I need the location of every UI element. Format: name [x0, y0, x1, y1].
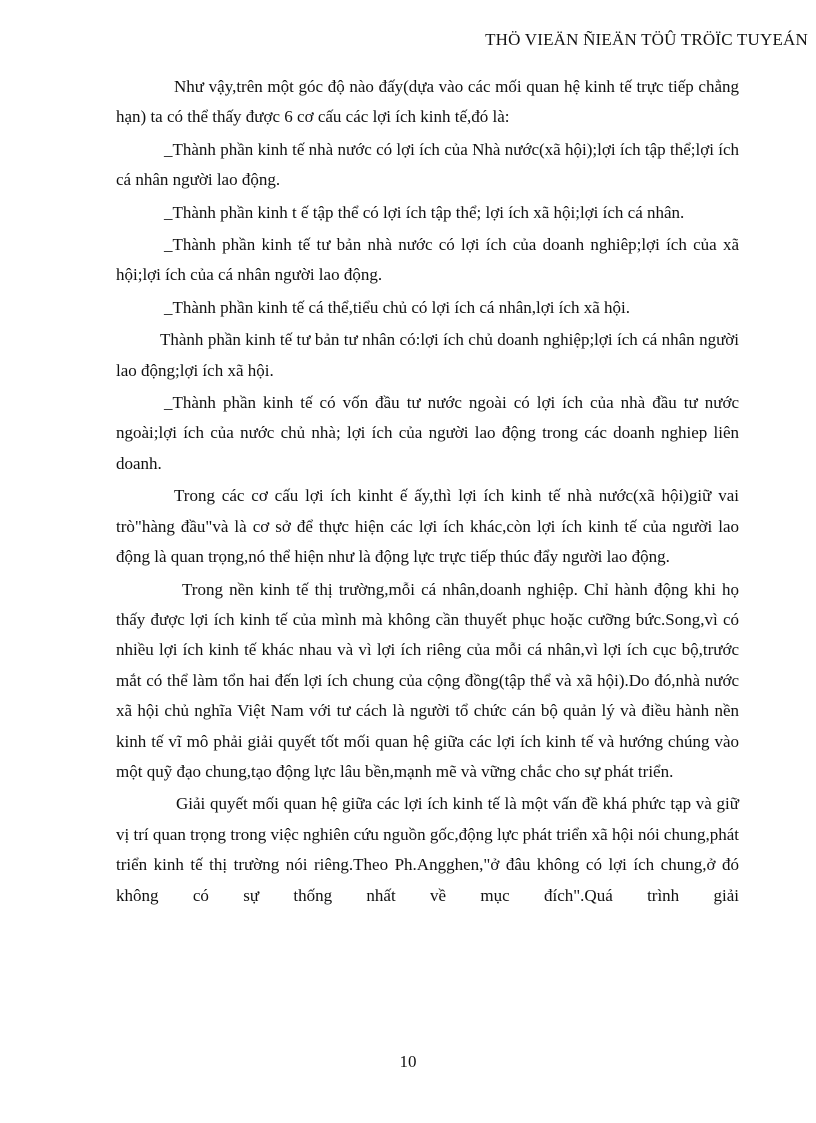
page-number: 10 — [399, 1052, 417, 1071]
paragraph-structure-roles: Trong các cơ cấu lợi ích kinht ế ấy,thì lợi ích kinh tế nhà nước(xã hội)giữ vai trò"hàng đầu"và là cơ sở để thực hiện các lợi ích khác,còn lợi ích kinh tế của người lao động là quan trọng,nó thể hiện như là động lực trực tiếp thúc đẩy người lao động. — [116, 486, 739, 567]
paragraph-individual-sector: _Thành phần kinh tế cá thể,tiểu chủ có lợi ích cá nhân,lợi ích xã hội. — [164, 297, 630, 317]
paragraph-state-capitalism: _Thành phần kinh tế tư bản nhà nước có lợi ích của doanh nghiêp;lợi ích của xã hội;lợi ích của cá nhân người lao động. — [116, 235, 739, 285]
paragraph-market-economy: Trong nền kinh tế thị trường,mỗi cá nhân,doanh nghiệp. Chỉ hành động khi họ thấy được lợi ích kinh tế của mình mà không cần thuyết phục hoặc cưỡng bức.Song,vì có nhiều lợi ích kinh tế khác nhau và vì lợi ích riêng của mỗi cá nhân,vì lợi ích cục bộ,trước mắt có thể làm tổn hai đến lợi ích chung của cộng đồng(tập thể và xã hội).Do đó,nhà nước xã hội chủ nghĩa Việt Nam với tư cách là người tổ chức cán bộ quản lý và điều hành nền kinh tế vĩ mô phải giải quyết tốt mối quan hệ giữa các lợi ích kinh tế và hướng chúng vào một quỹ đạo chung,tạo động lực lâu bền,mạnh mẽ và vững chắc cho sự phát triển. — [116, 579, 739, 781]
paragraph-intro: Như vậy,trên một góc độ nào đấy(dựa vào các mối quan hệ kinh tế trực tiếp chẳng hạn) ta có thể thấy được 6 cơ cấu các lợi ích kinh tế,đó là: — [116, 77, 739, 127]
document-body — [116, 72, 739, 913]
paragraph-foreign-investment: _Thành phần kinh tế có vốn đầu tư nước ngoài có lợi ích của nhà đầu tư nước ngoài;lợi ích của nước chủ nhà; lợi ích của người lao động trong các doanh nghiep liên doanh. — [116, 393, 739, 473]
page-header: THÖ VIEÄN ÑIEÄN TÖÛ TRÖÏC TUYEÁN — [485, 30, 808, 49]
paragraph-collective-sector: _Thành phần kinh t ế tập thể có lợi ích tập thể; lợi ích xã hội;lợi ích cá nhân. — [164, 202, 685, 222]
paragraph-private-capitalism: Thành phần kinh tế tư bản tư nhân có:lợi ích chủ doanh nghiệp;lợi ích cá nhân người lao động;lợi ích xã hội. — [116, 330, 739, 380]
paragraph-resolving-relations: Giải quyết mối quan hệ giữa các lợi ích kinh tế là một vấn đề khá phức tạp và giữ vị trí quan trọng trong việc nghiên cứu nguồn gốc,động lực phát triển xã hội nói chung,phát triển kinh tế thị trường nói riêng.Theo Ph.Angghen,"ở đâu không có lợi ích chung,ở đó không có sự thống nhất về mục đích".Quá trình giải — [116, 794, 739, 905]
paragraph-state-sector: _Thành phần kinh tế nhà nước có lợi ích của Nhà nước(xã hội);lợi ích tập thể;lợi ích cá nhân người lao động. — [116, 139, 739, 190]
